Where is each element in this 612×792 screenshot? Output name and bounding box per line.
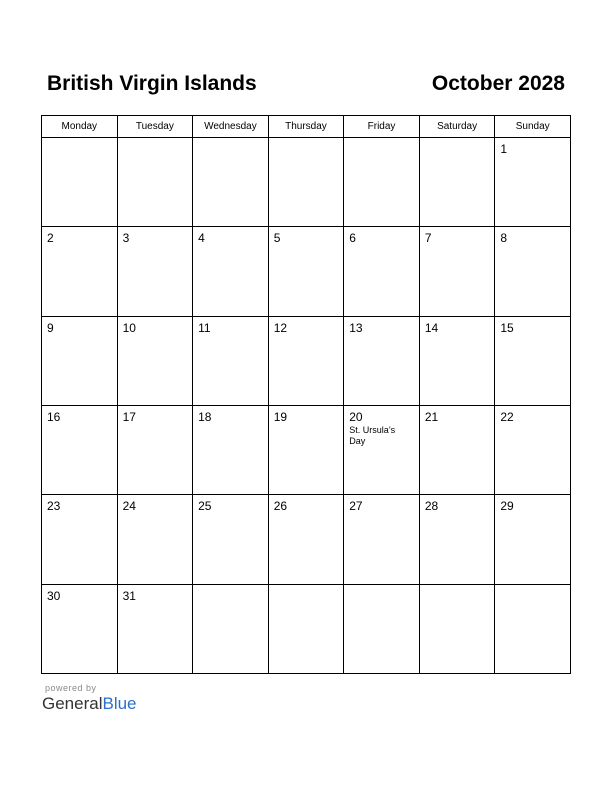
day-number: 30 <box>47 588 61 603</box>
day-number: 20 <box>349 409 363 424</box>
day-number: 16 <box>47 409 61 424</box>
day-cell <box>42 405 118 494</box>
day-cell <box>419 584 495 673</box>
day-cell <box>495 227 571 316</box>
day-cell <box>193 495 269 584</box>
day-number: 24 <box>122 499 136 514</box>
day-number: 22 <box>500 409 514 424</box>
day-cell <box>117 316 193 405</box>
country-title: British Virgin Islands <box>47 72 257 95</box>
day-cell <box>495 138 571 227</box>
day-cell <box>344 316 420 405</box>
day-cell <box>344 227 420 316</box>
day-number: 25 <box>198 499 212 514</box>
day-cell <box>42 584 118 673</box>
day-number: 5 <box>273 231 281 246</box>
week-row <box>42 405 571 494</box>
day-number: 23 <box>47 499 61 514</box>
day-number: 4 <box>198 231 205 246</box>
day-number: 14 <box>424 320 439 335</box>
day-cell <box>495 495 571 584</box>
day-cell <box>419 227 495 316</box>
day-cell <box>117 227 193 316</box>
day-cell <box>42 138 118 227</box>
month-year-title: October 2028 <box>431 72 565 95</box>
day-cell <box>419 138 495 227</box>
generalblue-logo[interactable] <box>42 694 137 714</box>
weekday-header-row <box>42 116 571 138</box>
day-number: 21 <box>424 409 439 424</box>
day-cell <box>268 405 344 494</box>
weekday-thursday: Thursday <box>268 116 344 138</box>
day-cell <box>344 495 420 584</box>
day-cell <box>344 405 420 494</box>
day-number: 12 <box>273 320 288 335</box>
day-number: 9 <box>47 320 54 335</box>
day-cell <box>117 495 193 584</box>
day-cell <box>268 138 344 227</box>
weekday-monday: Monday <box>42 116 118 138</box>
week-row <box>42 316 571 405</box>
weekday-wednesday: Wednesday <box>193 116 269 138</box>
week-row <box>42 138 571 227</box>
day-cell <box>344 584 420 673</box>
day-number: 27 <box>349 499 363 514</box>
day-number: 28 <box>424 499 439 514</box>
day-cell <box>268 584 344 673</box>
day-cell <box>42 227 118 316</box>
day-number: 3 <box>122 231 130 246</box>
day-cell <box>42 495 118 584</box>
day-cell <box>193 227 269 316</box>
day-cell <box>193 316 269 405</box>
day-cell <box>193 584 269 673</box>
day-number: 17 <box>122 409 136 424</box>
day-cell <box>495 584 571 673</box>
calendar-grid <box>41 115 571 674</box>
day-number: 29 <box>500 499 514 514</box>
powered-by-text: powered by <box>45 683 97 693</box>
day-cell <box>419 405 495 494</box>
day-cell <box>495 316 571 405</box>
day-number: 15 <box>500 320 514 335</box>
week-row <box>42 495 571 584</box>
week-row <box>42 584 571 673</box>
day-cell <box>117 584 193 673</box>
day-cell <box>419 316 495 405</box>
day-cell <box>268 495 344 584</box>
day-number: 11 <box>198 320 211 335</box>
day-cell <box>268 227 344 316</box>
holiday-label: St. Ursula’s Day <box>349 424 396 446</box>
day-number: 26 <box>273 499 288 514</box>
week-row <box>42 227 571 316</box>
day-cell <box>42 316 118 405</box>
day-number: 19 <box>273 409 288 424</box>
day-cell <box>344 138 420 227</box>
day-cell <box>495 405 571 494</box>
day-number: 1 <box>500 142 508 156</box>
day-number: 10 <box>122 320 136 335</box>
day-cell <box>117 138 193 227</box>
day-number: 7 <box>424 231 432 246</box>
day-number: 2 <box>47 231 54 246</box>
weekday-sunday: Sunday <box>495 116 571 138</box>
day-cell <box>117 405 193 494</box>
day-number: 13 <box>349 320 363 335</box>
day-number: 6 <box>349 231 356 246</box>
weekday-friday: Friday <box>344 116 420 138</box>
brand-blue: Blue <box>102 694 137 713</box>
weekday-tuesday: Tuesday <box>117 116 193 138</box>
day-cell <box>419 495 495 584</box>
day-cell <box>268 316 344 405</box>
weekday-saturday: Saturday <box>419 116 495 138</box>
day-number: 8 <box>500 231 508 246</box>
day-cell <box>193 405 269 494</box>
day-cell <box>193 138 269 227</box>
day-number: 31 <box>122 588 136 603</box>
day-number: 18 <box>198 409 212 424</box>
brand-general: General <box>42 694 103 713</box>
